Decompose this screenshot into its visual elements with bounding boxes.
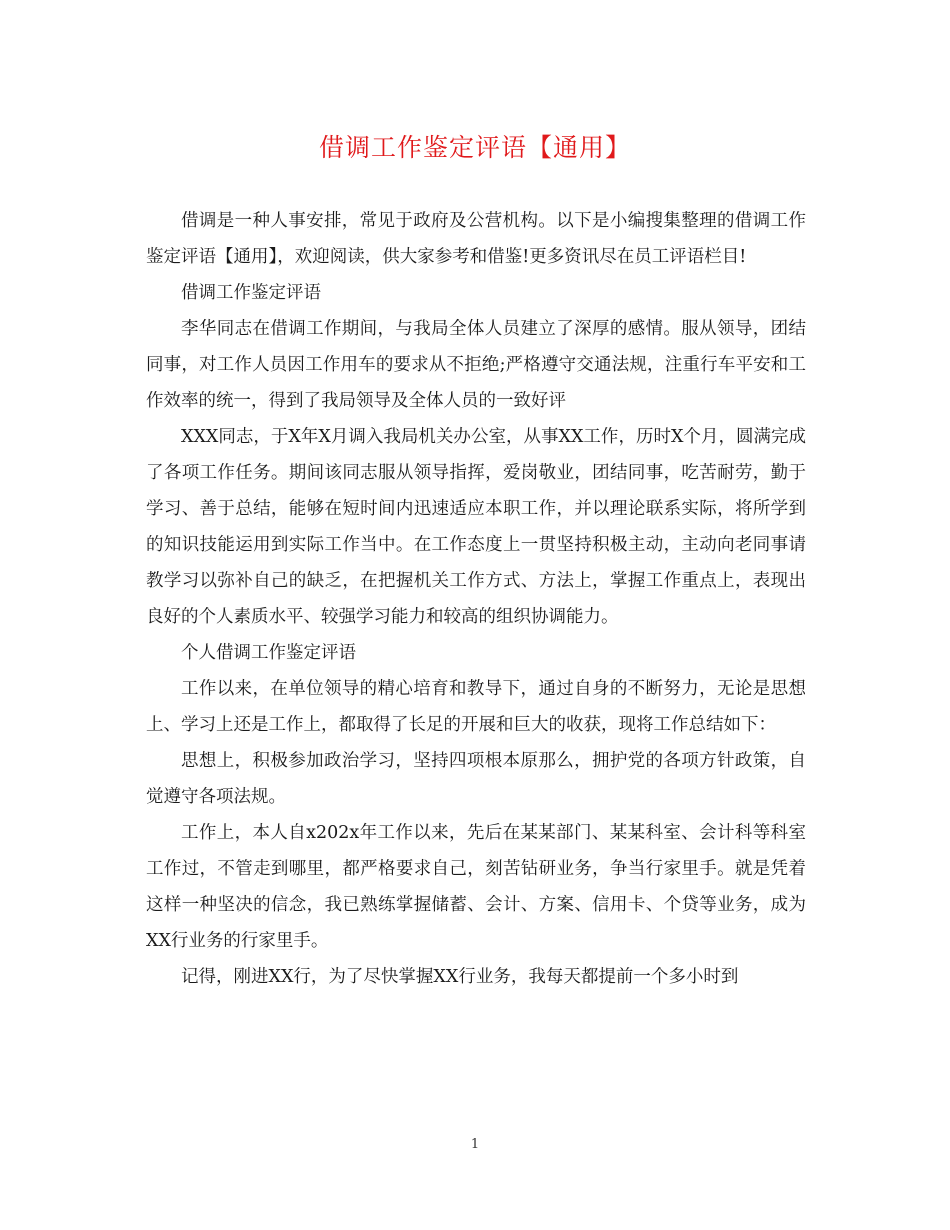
body-paragraph: 工作以来，在单位领导的精心培育和教导下，通过自身的不断努力，无论是思想上、学习上还是工作上，都取得了长足的开展和巨大的收获，现将工作总结如下： [146, 679, 806, 735]
intro-paragraph: 借调是一种人事安排，常见于政府及公营机构。以下是小编搜集整理的借调工作鉴定评语【通用】，欢迎阅读，供大家参考和借鉴!更多资讯尽在员工评语栏目! [146, 211, 806, 267]
body-paragraph: XXX同志，于X年X月调入我局机关办公室，从事XX工作，历时X个月，圆满完成了各项工作任务。期间该同志服从领导指挥，爱岗敬业，团结同事，吃苦耐劳，勤于学习、善于总结，能够在短时间内迅速适应本职工作，并以理论联系实际，将所学到的知识技能运用到实际工作当中。在工作态度上一贯坚持积极主动，主动向老同事请教学习以弥补自己的缺乏，在把握机关工作方式、方法上，掌握工作重点上，表现出良好的个人素质水平、较强学习能力和较高的组织协调能力。 [146, 427, 806, 627]
body-paragraph: 记得，刚进XX行，为了尽快掌握XX行业务，我每天都提前一个多小时到 [181, 967, 739, 987]
page-number: 1 [470, 1137, 480, 1152]
document-body [146, 203, 806, 995]
body-paragraph: 工作上，本人自x202x年工作以来，先后在某某部门、某某科室、会计科等科室工作过，不管走到哪里，都严格要求自己，刻苦钻研业务，争当行家里手。就是凭着这样一种坚决的信念，我已熟练掌握储蓄、会计、方案、信用卡、个贷等业务，成为XX行业务的行家里手。 [146, 823, 806, 951]
body-paragraph: 思想上，积极参加政治学习，坚持四项根本原那么，拥护党的各项方针政策，自觉遵守各项法规。 [146, 751, 806, 807]
section-heading: 借调工作鉴定评语 [181, 283, 321, 303]
body-paragraph: 李华同志在借调工作期间，与我局全体人员建立了深厚的感情。服从领导，团结同事，对工作人员因工作用车的要求从不拒绝;严格遵守交通法规，注重行车平安和工作效率的统一，得到了我局领导及全体人员的一致好评 [146, 319, 806, 411]
section-heading: 个人借调工作鉴定评语 [181, 643, 356, 663]
document-title: 借调工作鉴定评语【通用】 [318, 133, 631, 162]
